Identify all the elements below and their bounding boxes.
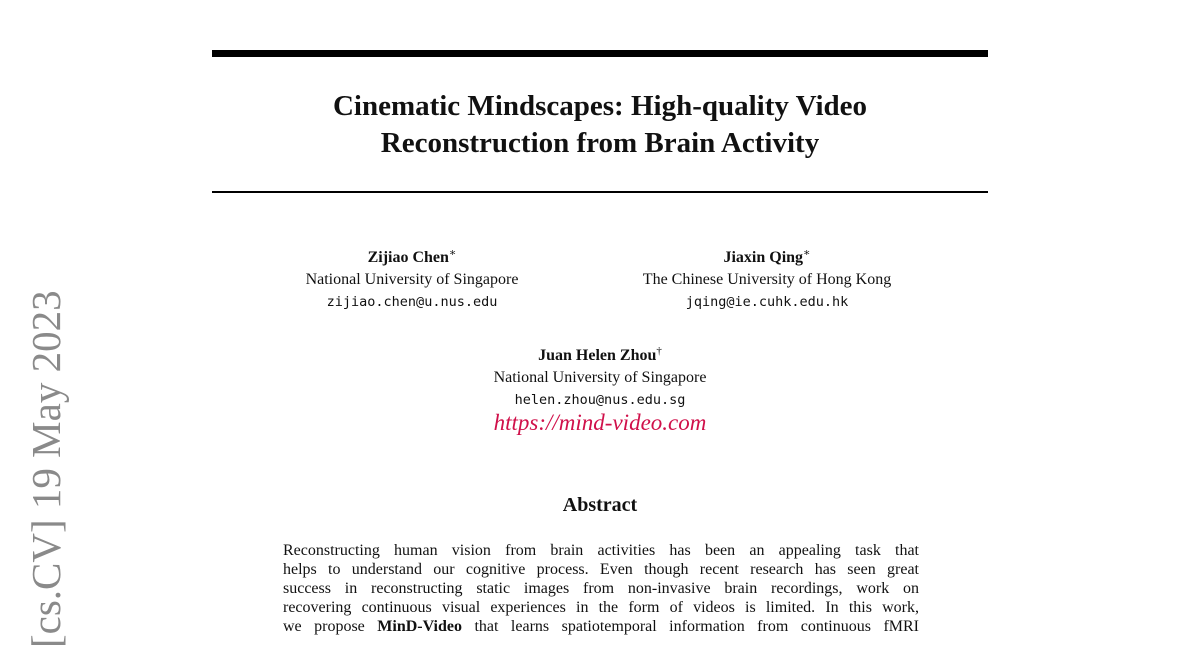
author-email[interactable]: helen.zhou@nus.edu.sg xyxy=(514,392,686,408)
title-bottom-rule xyxy=(212,191,988,193)
abstract-line xyxy=(283,617,919,636)
author-email[interactable]: zijiao.chen@u.nus.edu xyxy=(326,294,498,310)
abstract-line: helps to understand our cognitive process. Even though recent research has seen great xyxy=(283,561,919,578)
author-name: Jiaxin Qing∗ xyxy=(723,247,811,266)
author-name: Zijiao Chen∗ xyxy=(367,247,457,266)
corresponding-author-mark: † xyxy=(656,345,662,357)
arxiv-side-stamp: [cs.CV] 19 May 2023 xyxy=(23,290,69,648)
abstract-line-suffix: that learns spatiotemporal information from continuous fMRI xyxy=(462,618,920,635)
abstract-line: Reconstructing human vision from brain activities has been an appealing task that xyxy=(283,542,919,559)
equal-contribution-mark: ∗ xyxy=(803,247,811,259)
author-block xyxy=(450,345,750,411)
author-name: Juan Helen Zhou† xyxy=(538,345,662,364)
author-block xyxy=(617,247,917,313)
author-affiliation: The Chinese University of Hong Kong xyxy=(642,271,892,288)
abstract-line: success in reconstructing static images from non-invasive brain recordings, work on xyxy=(283,580,919,597)
author-block xyxy=(262,247,562,313)
author-email[interactable]: jqing@ie.cuhk.edu.hk xyxy=(685,294,849,310)
paper-title-line-2: Reconstruction from Brain Activity xyxy=(380,127,820,159)
paper-title xyxy=(212,88,988,162)
author-affiliation: National University of Singapore xyxy=(493,369,707,386)
project-page-link[interactable]: https://mind-video.com xyxy=(493,410,707,435)
equal-contribution-mark: ∗ xyxy=(448,247,457,259)
abstract-line: recovering continuous visual experiences in the form of videos is limited. In this work, xyxy=(283,599,919,616)
abstract-heading: Abstract xyxy=(562,494,638,516)
abstract-line-prefix: we propose xyxy=(283,618,378,635)
author-affiliation: National University of Singapore xyxy=(305,271,519,288)
paper-title-line-1: Cinematic Mindscapes: High-quality Video xyxy=(332,90,868,122)
title-top-rule xyxy=(212,50,988,57)
abstract-text xyxy=(283,541,919,636)
method-name: MinD-Video xyxy=(377,618,462,635)
